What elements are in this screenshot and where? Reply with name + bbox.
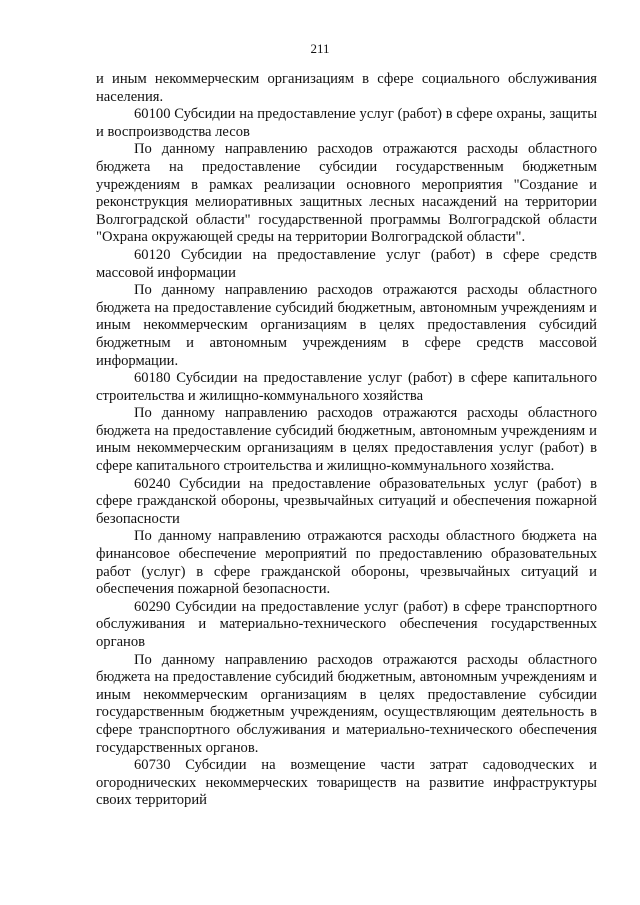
section-heading-60240: 60240 Субсидии на предоставление образовательных услуг (работ) в сфере гражданской обороны, чрезвычайных ситуаций и обеспечения пожарной безопасности <box>96 475 597 527</box>
paragraph-60240-description: По данному направлению отражаются расходы областного бюджета на финансовое обеспечение мероприятий по предоставлению образовательных работ (услуг) в сфере гражданской обороны, чрезвычайных ситуаций и обеспечения пожарной безопасности. <box>96 528 597 598</box>
section-heading-60180: 60180 Субсидии на предоставление услуг (работ) в сфере капитального строительства и жилищно-коммунального хозяйства <box>96 370 597 404</box>
section-heading-60120: 60120 Субсидии на предоставление услуг (работ) в сфере средств массовой информации <box>96 246 597 281</box>
section-heading-60290: 60290 Субсидии на предоставление услуг (работ) в сфере транспортного обслуживания и материально-технического обеспечения государственных органов <box>96 598 597 650</box>
document-body <box>96 71 597 810</box>
section-heading-60100: 60100 Субсидии на предоставление услуг (работ) в сфере охраны, защиты и воспроизводства лесов <box>96 106 597 140</box>
section-heading-60730: 60730 Субсидии на возмещение части затрат садоводческих и огороднических некоммерческих товариществ на развитие инфраструктуры своих территорий <box>96 757 597 809</box>
paragraph-60180-description: По данному направлению расходов отражаются расходы областного бюджета на предоставление субсидий бюджетным, автономным учреждениям и иным некоммерческим организациям в целях предоставления услуг (работ) в сфере капитального строительства и жилищно-коммунального хозяйства. <box>96 405 597 475</box>
page-number: 211 <box>310 41 330 56</box>
paragraph-60120-description: По данному направлению расходов отражаются расходы областного бюджета на предоставление субсидий бюджетным, автономным учреждениям и иным некоммерческим организациям в целях предоставления субсидий бюджетным и автономным учреждениям в сфере средств массовой информации. <box>96 282 597 369</box>
paragraph-60290-description: По данному направлению расходов отражаются расходы областного бюджета на предоставление субсидий бюджетным, автономным учреждениям и иным некоммерческим организациям в целях предоставление субсидии государственным бюджетным учреждениям, осуществляющим деятельность в сфере транспортного обслуживания и материально-технического обеспечения государственных органов. <box>96 651 597 756</box>
paragraph-60100-description: По данному направлению расходов отражаются расходы областного бюджета на предоставление субсидии государственным бюджетным учреждениям в рамках реализации основного мероприятия "Создание и реконструкция мелиоративных защитных лесных насаждений на территории Волгоградской области" государственной программы Волгоградской области "Охрана окружающей среды на территории Волгоградской области". <box>96 141 597 246</box>
paragraph-continuation: и иным некоммерческим организациям в сфере социального обслуживания населения. <box>96 71 597 105</box>
